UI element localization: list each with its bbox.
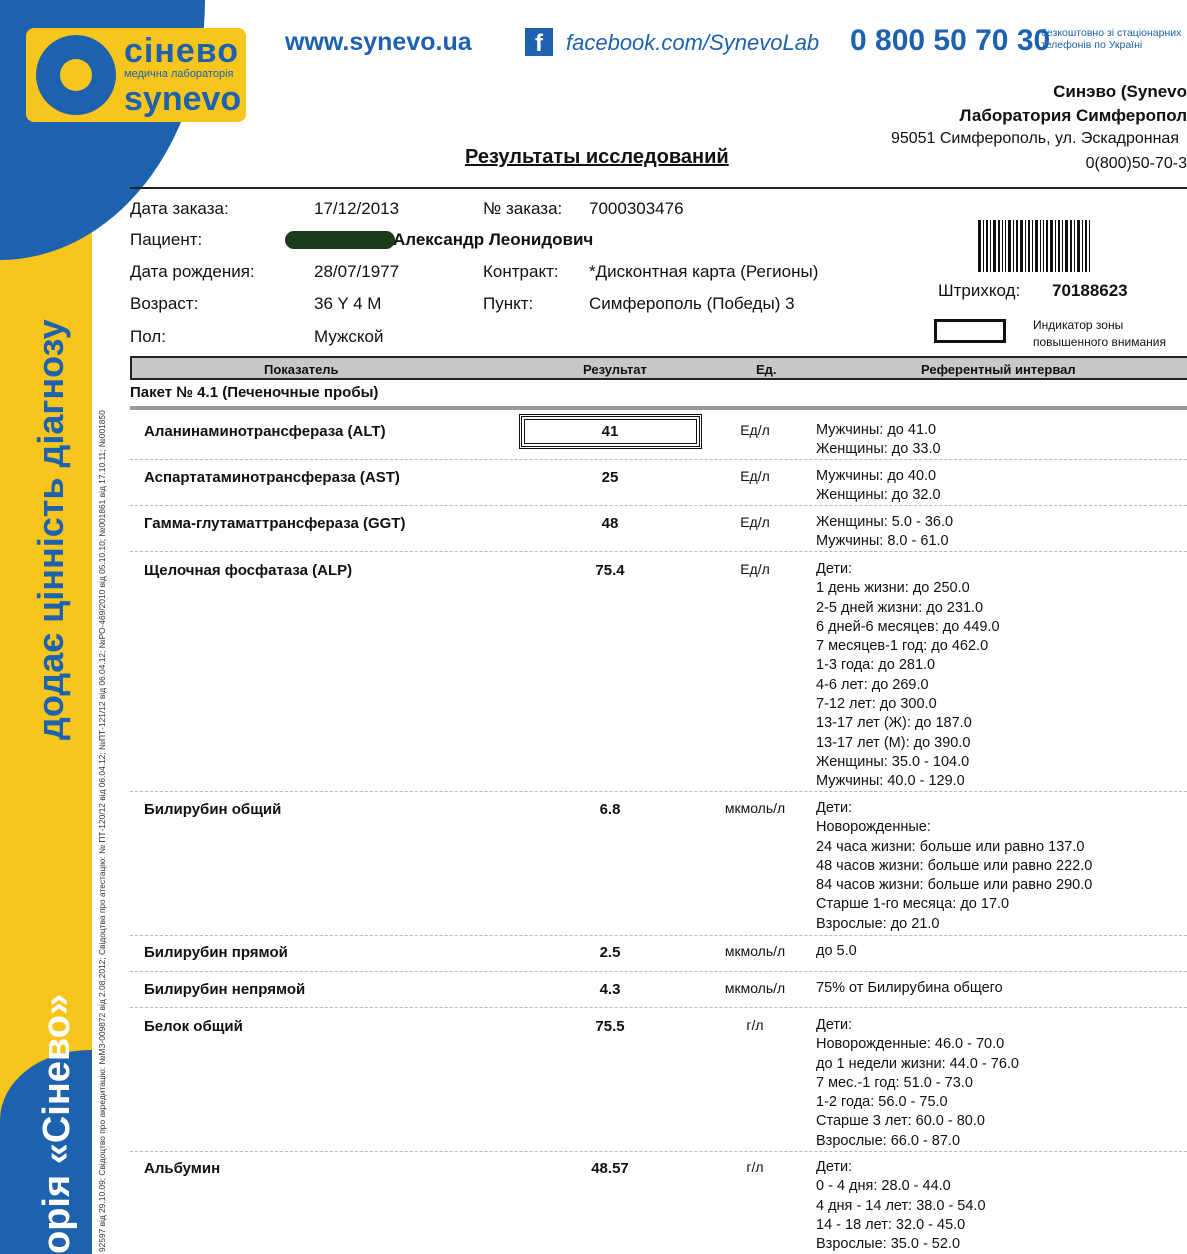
table-row-unit: мкмоль/л [724,800,786,816]
barcode-bar [986,220,988,272]
table-row-value: 75.5 [595,1018,625,1035]
row-divider [130,971,1187,972]
sex-value: Мужской [314,327,384,346]
table-row-name: Билирубин общий [144,801,282,818]
barcode-bar [1016,220,1018,272]
package-divider [130,406,1187,410]
reference-line: Мужчины: до 41.0 [816,422,937,438]
table-row-name: Аланинаминотрансфераза (ALT) [144,423,386,440]
website-link[interactable]: www.synevo.ua [285,28,472,56]
sidebar-fineprint: 92597 від 29.10.09; Свідоцтво про акредитацію: №МЗ-009872 від 2.08.2012; Свідоцтва про атестацію: № ПТ-120/12 від 06.04.12; №ПТ-121/12 від 06.04.12; №РО-469/2010 від 05.10.10; №001861 від 17.10.11; №001850 [97,410,107,1252]
table-row-value: 48 [601,515,619,532]
table-row-value: 25 [601,469,619,486]
reference-line: Женщины: до 33.0 [816,441,941,458]
row-divider [130,1007,1187,1008]
table-row-ref [816,799,1092,934]
table-row-ref [816,979,1003,998]
row-divider [130,935,1187,936]
barcode-bar [990,220,991,272]
barcode-bar [1055,220,1056,272]
table-row-unit: мкмоль/л [724,980,786,996]
reference-line: до 5.0 [816,943,857,959]
table-row-unit: мкмоль/л [724,943,786,959]
reference-line: Дети: [816,800,853,816]
barcode-bar [1050,220,1053,272]
reference-line: 48 часов жизни: больше или равно 222.0 [816,857,1093,874]
table-row-name: Белок общий [144,1018,243,1035]
reference-line: 24 часа жизни: больше или равно 137.0 [816,838,1085,855]
barcode-bar [1005,220,1006,272]
order-number: 7000303476 [589,199,684,218]
redacted-surname [285,231,395,249]
table-row-ref [816,560,1000,792]
barcode-bar [1035,220,1038,272]
barcode-bar [1020,220,1023,272]
barcode-bar [1062,220,1063,272]
sidebar-slogan: додає цінність діагнозу [30,319,71,740]
hotline-phone: 0 800 50 70 30 [850,24,1051,57]
barcode-bar [1077,220,1080,272]
reference-line: Дети: [816,1017,853,1033]
hotline-note: безкоштовно зі стаціонарних телефонів по Україні [1041,27,1182,51]
table-row-unit: Ед/л [740,468,770,484]
reference-line: 14 - 18 лет: 32.0 - 45.0 [816,1216,966,1233]
reference-line: до 1 недели жизни: 44.0 - 76.0 [816,1055,1019,1072]
barcode-bar [1013,220,1014,272]
age-value: 36 Y 4 M [314,294,382,313]
reference-line: Мужчины: 8.0 - 61.0 [816,533,949,550]
results-table-header [130,356,1187,380]
barcode-bar [1082,220,1083,272]
reference-line: 2-5 дней жизни: до 231.0 [816,599,984,616]
reference-line: Женщины: 5.0 - 36.0 [816,514,954,530]
barcode-bar [1089,220,1090,272]
reference-line: Старше 1-го месяца: до 17.0 [816,896,1010,913]
table-row-ref [816,467,941,506]
reference-line: Взрослые: до 21.0 [816,915,940,932]
reference-line: 1-3 года: до 281.0 [816,657,936,674]
table-row-value: 6.8 [599,801,621,818]
birth-date: 28/07/1977 [314,262,400,281]
header-reference: Референтный интервал [921,362,1076,377]
table-row-name: Альбумин [144,1160,221,1177]
row-divider [130,551,1187,552]
reference-line: Новорожденные: [816,819,931,836]
sex-label: Пол: [130,327,166,346]
table-row-unit: Ед/л [740,514,770,530]
reference-line: Дети: [816,1159,853,1175]
barcode-bar [998,220,1000,272]
reference-line: 13-17 лет (Ж): до 187.0 [816,715,972,732]
row-divider [130,459,1187,460]
row-divider [130,791,1187,792]
barcode-bar [1070,220,1072,272]
facebook-link[interactable]: facebook.com/SynevoLab [566,30,820,55]
header-divider [130,187,1187,189]
patient-name: Александр Леонидович [393,230,594,249]
reference-line: Дети: [816,561,853,577]
table-row-value: 41 [601,423,619,440]
reference-line: Мужчины: до 40.0 [816,468,937,484]
table-row-name: Аспартатаминотрансфераза (AST) [144,469,400,486]
attention-indicator-box [934,319,1006,343]
logo-name-ua: сiнево [124,32,240,70]
reference-line: 4-6 лет: до 269.0 [816,676,929,693]
table-row-ref [816,513,953,552]
lab-phone: 0(800)50-70-3 [1085,155,1187,172]
synevo-logo [26,28,246,122]
table-row-unit: г/л [746,1017,764,1033]
barcode-label: Штрихкод: [938,281,1021,300]
barcode-bar [1065,220,1068,272]
reference-line: 1-2 года: 56.0 - 75.0 [816,1094,948,1111]
barcode-bar [1085,220,1087,272]
order-number-label: № заказа: [483,199,563,218]
birth-label: Дата рождения: [130,262,255,281]
barcode-image [978,220,1124,272]
barcode-bar [1040,220,1041,272]
flower-icon [36,35,116,115]
lab-name: Синэво (Synevo [1053,82,1187,101]
table-row-value: 4.3 [599,981,621,998]
reference-line: 75% от Билирубина общего [816,980,1003,996]
facebook-icon: f [525,28,553,56]
reference-line: 84 часов жизни: больше или равно 290.0 [816,877,1093,894]
logo-name-en: synevo [124,80,242,118]
order-date: 17/12/2013 [314,199,400,218]
attention-indicator-label: Индикатор зоны повышенного внимания [1033,318,1166,349]
reference-line: Взрослые: 66.0 - 87.0 [816,1132,961,1149]
reference-line: 7 мес.-1 год: 51.0 - 73.0 [816,1074,973,1091]
reference-line: Старше 3 лет: 60.0 - 80.0 [816,1113,985,1130]
contract-value: *Дисконтная карта (Регионы) [589,262,819,281]
table-row-name: Щелочная фосфатаза (ALP) [144,562,353,579]
table-row-ref [816,421,941,460]
order-date-label: Дата заказа: [130,199,229,218]
barcode-bar [983,220,984,272]
barcode-bar [993,220,996,272]
lab-address: 95051 Симферополь, ул. Эскадронная [890,130,1179,147]
patient-label: Пациент: [130,230,203,249]
reference-line: Женщины: до 32.0 [816,487,941,504]
point-label: Пункт: [483,294,534,313]
reference-line: 6 дней-6 месяцев: до 449.0 [816,618,1000,635]
header-indicator: Показатель [264,362,339,377]
age-label: Возраст: [130,294,199,313]
row-divider [130,505,1187,506]
barcode-bar [1046,220,1048,272]
table-row-value: 2.5 [599,944,621,961]
table-row-ref [816,1016,1019,1151]
reference-line: 4 дня - 14 лет: 38.0 - 54.0 [816,1197,986,1214]
barcode-bar [1043,220,1044,272]
reference-line: 13-17 лет (М): до 390.0 [816,734,971,751]
table-row-unit: Ед/л [740,561,770,577]
contract-label: Контракт: [483,262,559,281]
barcode-bar [1058,220,1060,272]
table-row-name: Билирубин прямой [144,944,288,961]
point-value: Симферополь (Победы) 3 [589,294,795,313]
reference-line: 0 - 4 дня: 28.0 - 44.0 [816,1178,951,1195]
barcode-bar [1032,220,1033,272]
reference-line: 1 день жизни: до 250.0 [816,580,970,597]
reference-line: Новорожденные: 46.0 - 70.0 [816,1036,1005,1053]
table-row-name: Гамма-глутаматтрансфераза (GGT) [144,515,406,532]
logo-subtitle: медична лабораторія [124,68,234,80]
table-row-value: 75.4 [595,562,625,579]
barcode-bar [1002,220,1003,272]
barcode-bar [1025,220,1026,272]
barcode-bar [1074,220,1075,272]
reference-line: Женщины: 35.0 - 104.0 [816,753,970,770]
reference-line: Мужчины: 40.0 - 129.0 [816,773,965,790]
page-title: Результаты исследований [465,146,729,168]
table-row-name: Билирубин непрямой [144,981,306,998]
sidebar-lab-label: орія «Сінево» [36,993,78,1254]
barcode-number: 70188623 [1052,281,1128,300]
reference-line: 7 месяцев-1 год: до 462.0 [816,638,989,655]
barcode-bar [978,220,981,272]
reference-line: 7-12 лет: до 300.0 [816,696,937,713]
package-title: Пакет № 4.1 (Печеночные пробы) [130,384,379,401]
barcode-bar [1008,220,1011,272]
header-result: Результат [583,362,647,377]
reference-line: Взрослые: 35.0 - 52.0 [816,1236,961,1253]
table-row-ref [816,1158,986,1254]
table-row-value: 48.57 [591,1160,629,1177]
barcode-bar [1028,220,1030,272]
lab-branch: Лаборатория Симферопол [959,106,1187,125]
header-unit: Ед. [756,362,777,377]
table-row-unit: г/л [746,1159,764,1175]
table-row-unit: Ед/л [740,422,770,438]
table-row-ref [816,942,857,961]
row-divider [130,1151,1187,1152]
